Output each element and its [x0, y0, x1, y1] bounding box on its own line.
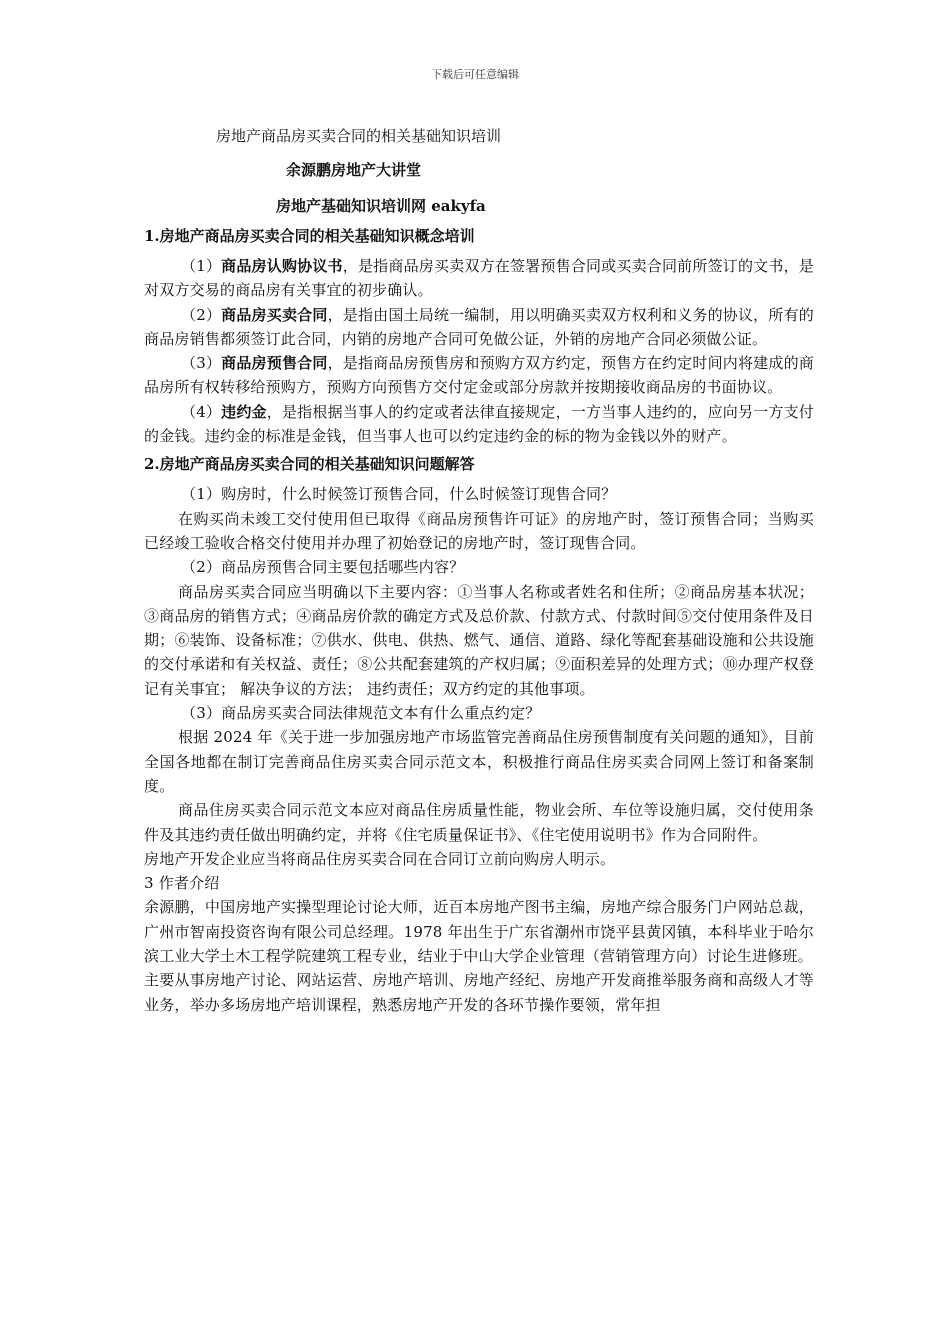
item-term: 违约金 [221, 402, 267, 421]
author-bio-paragraph-2: 主要从事房地产讨论、网站运营、房地产培训、房地产经纪、房地产开发商推举服务商和高级人才等业务，举办多场房地产培训课程，熟悉房地产开发的各环节操作要领，常年担 [144, 971, 814, 1014]
item-term: 商品房买卖合同 [221, 305, 328, 324]
item-description: ，是指商品房预售房和预购方双方约定，预售方在约定时间内将建成的商品房所有权转移给预购方，预购方向预售方交付定金或部分房款并按期接收商品房的书面协议。 [144, 354, 814, 397]
item-number: （3） [181, 354, 222, 373]
answer-1: 在购买尚未竣工交付使用但已取得《商品房预售许可证》的房地产时，签订预售合同；当购买已经竣工验收合格交付使用并办理了初始登记的房地产时，签订现售合同。 [144, 509, 814, 552]
question-2: （2）商品房预售合同主要包括哪些内容？ [181, 558, 465, 577]
author-lecture-title: 余源鹏房地产大讲堂 [286, 161, 422, 179]
website-title: 房地产基础知识培训网 eakyfa [276, 197, 486, 215]
question-3: （3）商品房买卖合同法律规范文本有什么重点约定？ [181, 704, 541, 723]
item-description: ，是指由国土局统一编制，用以明确买卖双方权利和义务的协议，所有的商品房销售都须签订此合同，内销的房地产合同可免做公证，外销的房地产合同必须做公证。 [144, 305, 814, 348]
document-title: 房地产商品房买卖合同的相关基础知识培训 [216, 127, 502, 145]
definition-item [144, 254, 814, 303]
item-number: （4） [181, 402, 222, 421]
section-heading-2: 2.房地产商品房买卖合同的相关基础知识问题解答 [144, 455, 475, 474]
definition-item [144, 351, 814, 400]
author-bio-paragraph-1: 余源鹏，中国房地产实操型理论讨论大师，近百本房地产图书主编，房地产综合服务门户网站总裁，广州市智南投资咨询有限公司总经理。1978 年出生于广东省潮州市饶平县黄冈镇，本科毕业于哈尔滨工业大学土木工程学院建筑工程专业，结业于中山大学企业管理（营销管理方向）讨论生进修班。 [144, 898, 814, 966]
question-1: （1）购房时，什么时候签订预售合同，什么时候签订现售合同？ [181, 485, 617, 504]
item-number: （1） [181, 257, 222, 275]
answer-3-paragraph-2: 商品住房买卖合同示范文本应对商品住房质量性能，物业会所、车位等设施归属，交付使用条件及其违约责任做出明确约定，并将《住宅质量保证书》、《住宅使用说明书》作为合同附件。 [144, 801, 814, 844]
item-number: （2） [181, 305, 222, 324]
section-heading-3: 3 作者介绍 [144, 874, 220, 893]
item-term: 商品房预售合同 [221, 354, 328, 373]
item-description: ，是指商品房买卖双方在签署预售合同或买卖合同前所签订的文书，是对双方交易的商品房有关事宜的初步确认。 [144, 257, 814, 300]
answer-2: 商品房买卖合同应当明确以下主要内容：①当事人名称或者姓名和住所；②商品房基本状况；③商品房的销售方式；④商品房价款的确定方式及总价款、付款方式、付款时间⑤交付使用条件及日期；⑥装饰、设备标准；⑦供水、供电、供热、燃气、通信、道路、绿化等配套基础设施和公共设施的交付承诺和有关权益、责任；⑧公共配套建筑的产权归属；⑨面积差异的处理方式；⑩办理产权登记有关事宜； 解决争议的方法； 违约责任；双方约定的其他事项。 [144, 582, 814, 698]
document-body [144, 124, 814, 1017]
definition-item [144, 400, 814, 449]
section-heading-1: 1.房地产商品房买卖合同的相关基础知识概念培训 [144, 227, 475, 245]
definition-item [144, 303, 814, 352]
item-term: 商品房认购协议书 [221, 257, 343, 275]
answer-3-paragraph-3: 房地产开发企业应当将商品住房买卖合同在合同订立前向购房人明示。 [144, 849, 616, 868]
page-header: 下载后可任意编辑 [431, 68, 519, 81]
answer-3: 根据 2024 年《关于进一步加强房地产市场监管完善商品住房预售制度有关问题的通知》，目前全国各地都在制订完善商品住房买卖合同示范文本，积极推行商品住房买卖合同网上签订和备案制度。 [144, 728, 814, 795]
item-description: ，是指根据当事人的约定或者法律直接规定，一方当事人违约的，应向另一方支付的金钱。违约金的标准是金钱，但当事人也可以约定违约金的标的物为金钱以外的财产。 [144, 402, 814, 446]
